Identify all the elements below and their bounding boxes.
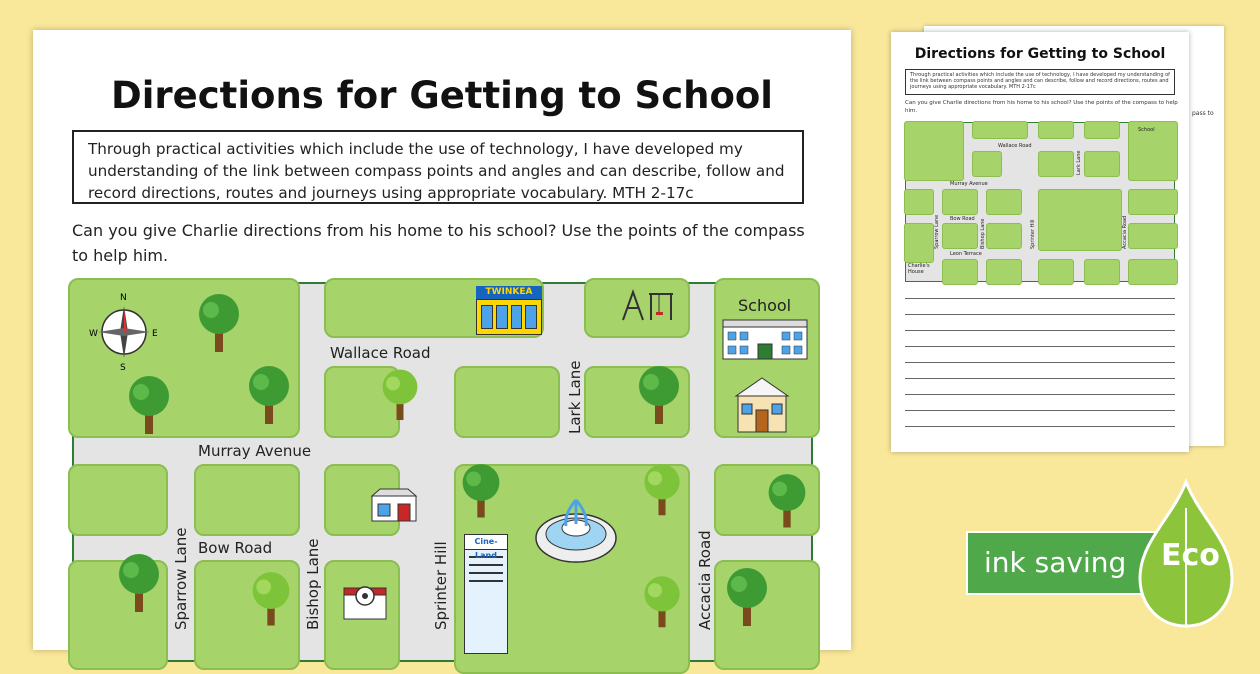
thumb-road-sprinter: Sprinter Hill	[1030, 219, 1036, 249]
thumb-road-murray: Murray Avenue	[950, 181, 988, 187]
map-block	[68, 464, 168, 536]
thumbnail-side-text: pass to	[1192, 110, 1214, 117]
thumb-road-lark: Lark Lane	[1076, 150, 1082, 175]
thumb-road-bishop: Bishop Lane	[980, 218, 986, 249]
map-block	[454, 366, 560, 438]
tree-icon	[458, 460, 504, 518]
shop-sign: TWINKEA	[476, 286, 542, 299]
thumbnail-page[interactable]	[891, 32, 1189, 452]
thumb-road-wallace: Wallace Road	[998, 143, 1032, 149]
question-text: Can you give Charlie directions from his home to his school? Use the points of the compass to help him.	[72, 221, 805, 265]
school-building-icon	[722, 318, 808, 360]
eco-label: Eco	[1161, 538, 1220, 573]
cinema-sign: Cine-Land	[465, 535, 507, 550]
tree-icon	[248, 568, 294, 626]
road-label-sparrow: Sparrow Lane	[172, 527, 190, 630]
road-label-wallace: Wallace Road	[330, 344, 431, 362]
thumb-road-sparrow: Sparrow Lane	[934, 214, 940, 249]
thumbnail-outcome: Through practical activities which include the use of technology, I have developed my understanding of the link between compass points and angles and can describe, follow and record directions, routes and journeys using appropriate vocabulary. MTH 2-17c	[905, 69, 1175, 95]
thumb-charlie-house: Charlie's House	[908, 263, 930, 275]
tree-icon	[194, 290, 244, 352]
road-label-lark: Lark Lane	[566, 360, 584, 434]
playground-icon	[619, 288, 675, 322]
compass-w: W	[89, 329, 98, 339]
compass-e: E	[152, 329, 158, 339]
tree-icon	[634, 362, 684, 424]
tree-icon	[722, 564, 772, 626]
compass-s: S	[120, 363, 126, 373]
thumb-road-bow: Bow Road	[950, 216, 975, 222]
compass-rose-icon	[89, 290, 160, 373]
house-building-icon	[734, 376, 790, 434]
ink-saving-label: ink saving	[984, 546, 1127, 579]
school-label: School	[738, 296, 792, 315]
road-label-bishop: Bishop Lane	[304, 538, 322, 630]
tree-icon	[124, 372, 174, 434]
tree-icon	[114, 550, 164, 612]
tree-icon	[764, 470, 810, 528]
thumbnail-question: Can you give Charlie directions from his home to his school? Use the points of the compass to help him.	[905, 100, 1178, 114]
thumbnail-title: Directions for Getting to School	[914, 46, 1166, 62]
thumbnail-map	[905, 122, 1175, 282]
thumb-road-leon: Leon Terrace	[950, 251, 982, 257]
eco-badge[interactable]	[1136, 478, 1236, 630]
worksheet-title: Directions for Getting to School	[110, 74, 773, 117]
tree-icon	[378, 366, 422, 420]
map-block	[194, 464, 300, 536]
worksheet-page	[33, 30, 851, 650]
thumb-school-label: School	[1138, 127, 1155, 133]
cinema-building	[464, 534, 508, 654]
thumb-road-accacia: Accacia Road	[1122, 215, 1128, 249]
sports-shop-icon	[342, 584, 388, 620]
road-label-bow: Bow Road	[198, 539, 273, 557]
road-label-sprinter: Sprinter Hill	[432, 541, 450, 630]
learning-outcome-box: Through practical activities which include the use of technology, I have developed my understanding of the link between compass points and angles and can describe, follow and record directions, routes and journeys using appropriate vocabulary. MTH 2-17c	[72, 130, 804, 204]
town-map	[72, 282, 813, 662]
tree-icon	[640, 460, 684, 516]
shop-icon	[370, 488, 418, 522]
fountain-icon	[534, 494, 618, 564]
tree-icon	[640, 572, 684, 628]
shop-building	[476, 286, 542, 336]
compass-n: N	[120, 293, 127, 303]
road-label-accacia: Accacia Road	[696, 530, 714, 630]
tree-icon	[244, 362, 294, 424]
road-label-murray: Murray Avenue	[198, 442, 312, 460]
